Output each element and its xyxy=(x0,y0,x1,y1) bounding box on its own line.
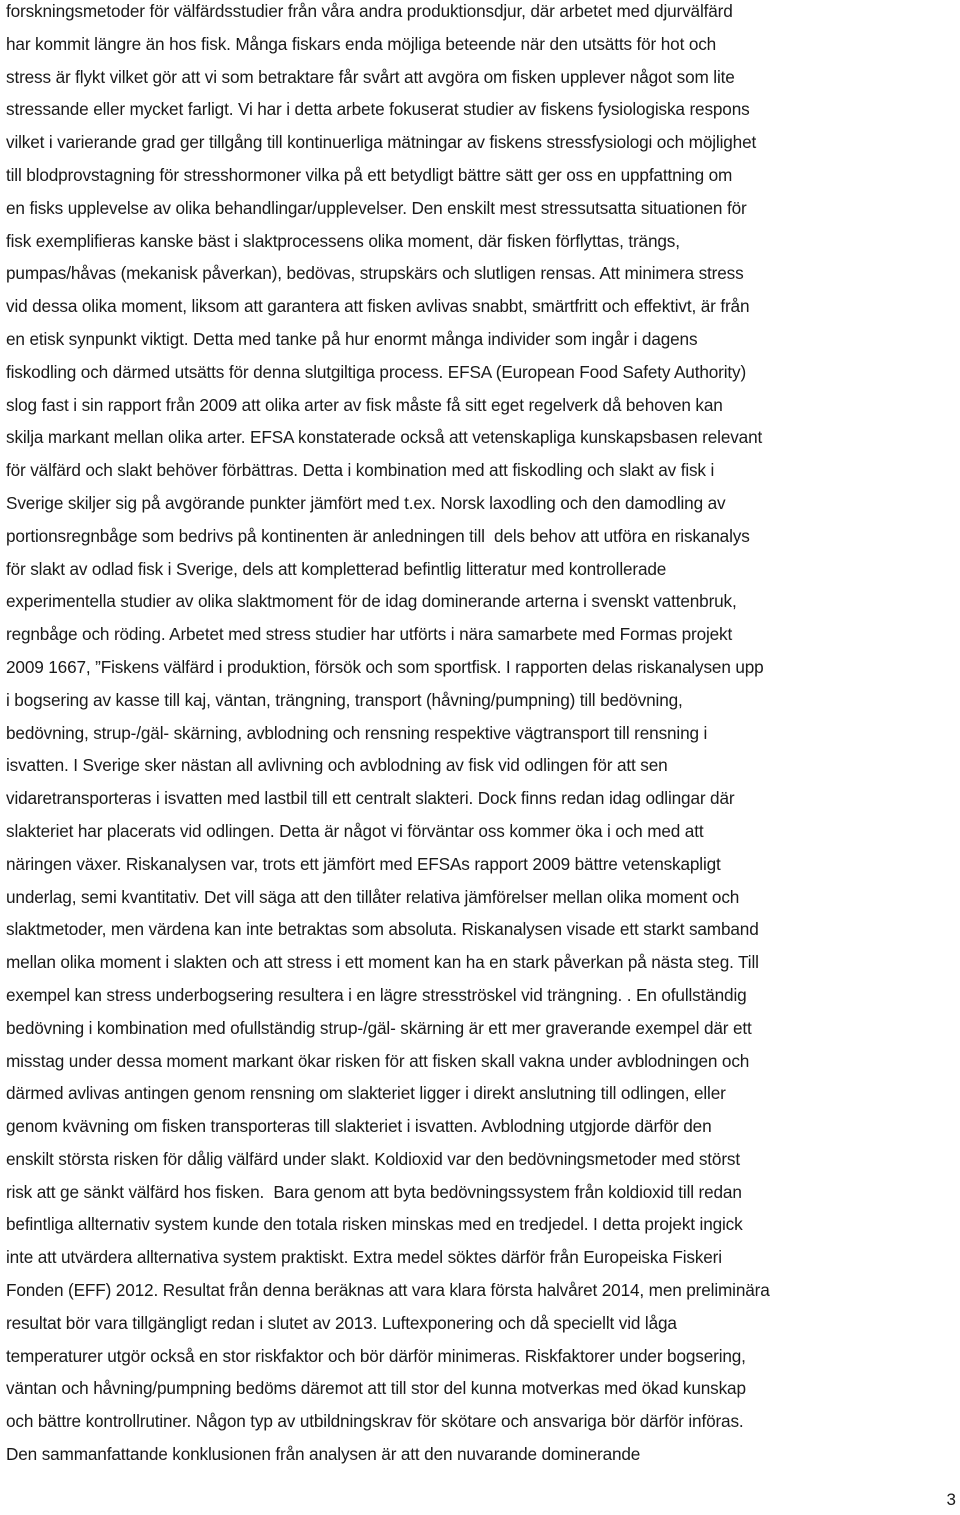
text-line: slaktmetoder, men värdena kan inte betraktas som absoluta. Riskanalysen visade ett starkt samband xyxy=(6,919,759,940)
text-line: för välfärd och slakt behöver förbättras. Detta i kombination med att fiskodling och slakt av fisk i xyxy=(6,460,715,481)
text-line: skilja markant mellan olika arter. EFSA konstaterade också att vetenskapliga kunskapsbasen relevant xyxy=(6,427,763,448)
text-line: slog fast i sin rapport från 2009 att olika arter av fisk måste få sitt eget regelverk då behoven kan xyxy=(6,394,723,415)
text-line: 2009 1667, ”Fiskens välfärd i produktion, försök och som sportfisk. I rapporten delas riskanalysen upp xyxy=(6,656,764,677)
text-line: till blodprovstagning för stresshormoner vilka på ett betydligt bättre sätt ger oss en uppfattning om xyxy=(6,164,733,185)
text-line: genom kvävning om fisken transporteras till slakteriet i isvatten. Avblodning utgjorde därför den xyxy=(6,1116,712,1137)
text-line: temperaturer utgör också en stor riskfaktor och bör därför minimeras. Riskfaktorer under bogsering, xyxy=(6,1345,746,1366)
text-line: en etisk synpunkt viktigt. Detta med tanke på hur enormt många individer som ingår i dagens xyxy=(6,328,698,349)
text-line: resultat bör vara tillgängligt redan i slutet av 2013. Luftexponering och då speciellt vid låga xyxy=(6,1312,677,1333)
text-line: underlag, semi kvantitativ. Det vill säga att den tillåter relativa jämförelser mellan olika moment och xyxy=(6,886,740,907)
text-line: experimentella studier av olika slaktmoment för de idag dominerande arterna i svenskt vattenbruk, xyxy=(6,591,737,612)
text-line: vidaretransporteras i isvatten med lastbil till ett centralt slakteri. Dock finns redan idag odlingar där xyxy=(6,788,735,809)
text-line: enskilt största risken för dålig välfärd under slakt. Koldioxid var den bedövningsmetoder med störst xyxy=(6,1148,740,1169)
text-line: exempel kan stress underbogsering resultera i en lägre stresströskel vid trängning. . En ofullständig xyxy=(6,984,747,1005)
text-line: fisk exemplifieras kanske bäst i slaktprocessens olika moment, där fisken förflyttas, trängs, xyxy=(6,230,680,251)
text-line: en fisks upplevelse av olika behandlingar/upplevelser. Den enskilt mest stressutsatta situationen för xyxy=(6,197,747,218)
text-line: risk att ge sänkt välfärd hos fisken. Bara genom att byta bedövningssystem från koldioxid till redan xyxy=(6,1181,742,1202)
text-line: bedövning i kombination med ofullständig strup-/gäl- skärning är ett mer graverande exempel där ett xyxy=(6,1017,752,1038)
text-line: misstag under dessa moment markant ökar risken för att fisken skall vakna under avblodningen och xyxy=(6,1050,750,1071)
text-line: stress är flykt vilket gör att vi som betraktare får svårt att avgöra om fisken upplever något som lite xyxy=(6,66,735,87)
text-line: befintliga allternativ system kunde den totala risken minskas med en tredjedel. I detta projekt ingick xyxy=(6,1214,743,1235)
page-number: 3 xyxy=(946,1490,956,1509)
body-paragraph xyxy=(6,0,958,1471)
text-line: vilket i varierande grad ger tillgång till kontinuerliga mätningar av fiskens stressfysiologi och möjlighet xyxy=(6,132,757,153)
text-line: stressande eller mycket farligt. Vi har i detta arbete fokuserat studier av fiskens fysiologiska respons xyxy=(6,99,750,120)
text-line: bedövning, strup-/gäl- skärning, avblodning och rensning respektive vägtransport till rensning i xyxy=(6,722,708,743)
text-line: näringen växer. Riskanalysen var, trots ett jämfört med EFSAs rapport 2009 bättre vetenskapligt xyxy=(6,853,721,874)
text-line: och bättre kontrollrutiner. Någon typ av utbildningskrav för skötare och ansvariga bör därför införas. xyxy=(6,1411,744,1432)
text-line: slakteriet har placerats vid odlingen. Detta är något vi förväntar oss kommer öka i och med att xyxy=(6,820,704,841)
text-line: portionsregnbåge som bedrivs på kontinenten är anledningen till dels behov att utföra en riskanalys xyxy=(6,525,750,546)
text-line: isvatten. I Sverige sker nästan all avlivning och avblodning av fisk vid odlingen för att sen xyxy=(6,755,668,776)
text-line: regnbåge och röding. Arbetet med stress studier har utförts i nära samarbete med Formas projekt xyxy=(6,624,733,645)
text-line: Sverige skiljer sig på avgörande punkter jämfört med t.ex. Norsk laxodling och den damodling av xyxy=(6,492,726,513)
text-line: inte att utvärdera allternativa system praktiskt. Extra medel söktes därför från Europeiska Fiskeri xyxy=(6,1247,722,1268)
text-line: väntan och håvning/pumpning bedöms däremot att till stor del kunna motverkas med ökad kunskap xyxy=(6,1378,746,1399)
text-line: vid dessa olika moment, liksom att garantera att fisken avlivas snabbt, smärtfritt och effektivt, är från xyxy=(6,296,750,317)
text-line: pumpas/håvas (mekanisk påverkan), bedövas, strupskärs och slutligen rensas. Att minimera stress xyxy=(6,263,744,284)
text-line: Den sammanfattande konklusionen från analysen är att den nuvarande dominerande xyxy=(6,1444,641,1465)
text-line: mellan olika moment i slakten och att stress i ett moment kan ha en stark påverkan på nästa steg. Till xyxy=(6,952,759,973)
text-line: forskningsmetoder för välfärdsstudier från våra andra produktionsdjur, där arbetet med djurvälfärd xyxy=(6,1,733,21)
text-line: Fonden (EFF) 2012. Resultat från denna beräknas att vara klara första halvåret 2014, men preliminära xyxy=(6,1280,770,1301)
text-line: i bogsering av kasse till kaj, väntan, trängning, transport (håvning/pumpning) till bedövning, xyxy=(6,689,683,710)
text-line: fiskodling och därmed utsätts för denna slutgiltiga process. EFSA (European Food Safety Authority) xyxy=(6,361,747,382)
text-line: för slakt av odlad fisk i Sverige, dels att kompletterad befintlig litteratur med kontrollerade xyxy=(6,558,667,579)
text-line: därmed avlivas antingen genom rensning om slakteriet ligger i direkt anslutning till odlingen, eller xyxy=(6,1083,726,1104)
text-line: har kommit längre än hos fisk. Många fiskars enda möjliga beteende när den utsätts för hot och xyxy=(6,33,717,54)
